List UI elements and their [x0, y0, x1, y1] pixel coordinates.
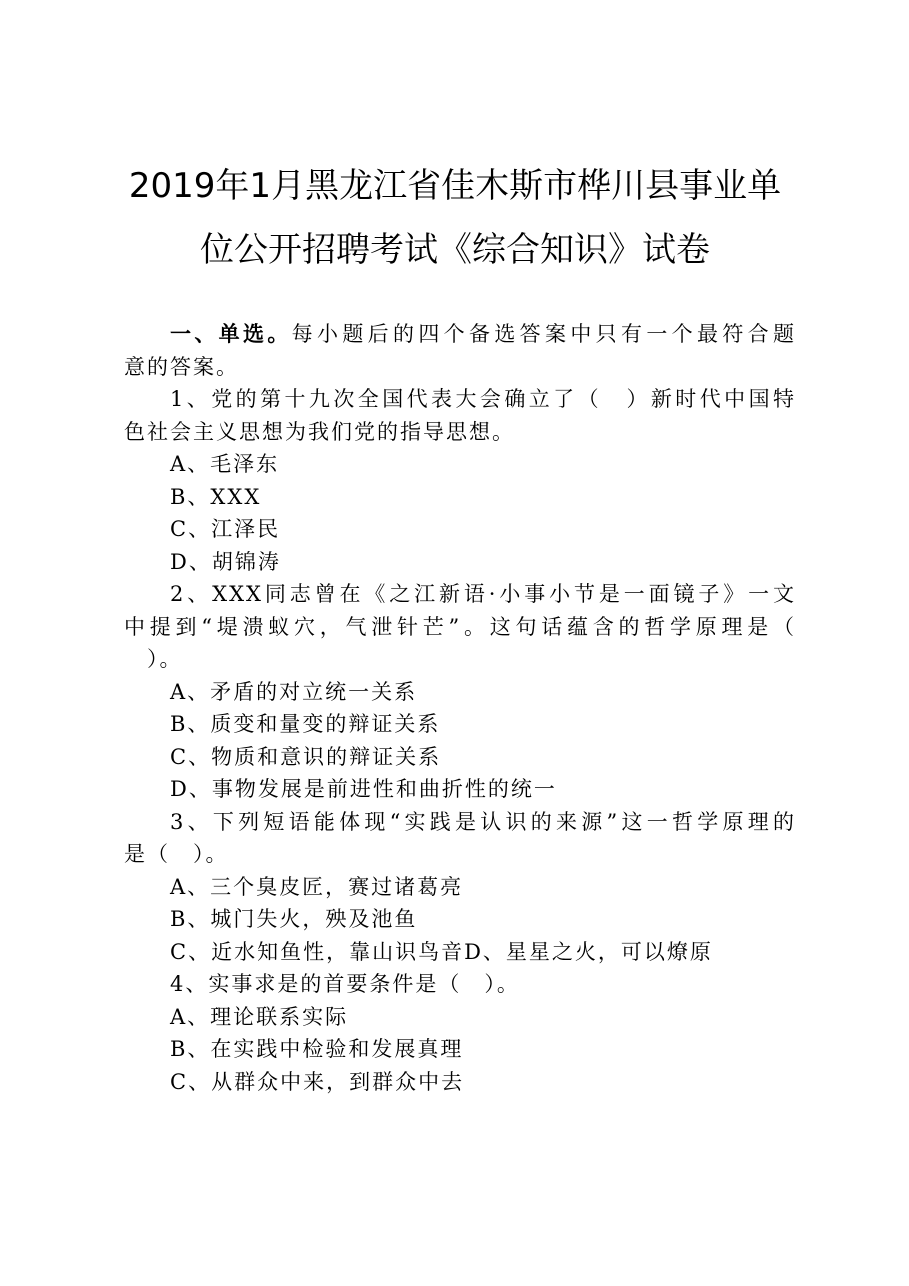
question-3-option-b: B、城门失火，殃及池鱼 [170, 907, 418, 931]
section-heading: 一、单选。 [170, 322, 292, 346]
question-4-option-b: B、在实践中检验和发展真理 [170, 1037, 464, 1061]
question-1-line-2: 色社会主义思想为我们党的指导思想。 [124, 419, 515, 444]
question-1-option-a: A、毛泽东 [170, 452, 280, 476]
question-2-option-a: A、矛盾的对立统一关系 [170, 679, 418, 704]
question-3-line-1: 3、下列短语能体现“实践是认识的来源”这一哲学原理的 [170, 809, 796, 834]
document-title-line-1: 2019年1月黑龙江省佳木斯市桦川县事业单 [128, 166, 782, 206]
question-2-option-d: D、事物发展是前进性和曲折性的统一 [170, 777, 557, 801]
question-2-option-b: B、质变和量变的辩证关系 [170, 712, 441, 736]
question-1-option-c: C、江泽民 [170, 517, 281, 541]
question-4-option-a: A、理论联系实际 [170, 1004, 349, 1029]
section-heading-line [170, 318, 796, 351]
question-3-option-a: A、三个臭皮匠，赛过诸葛亮 [170, 874, 464, 899]
question-2-line-1: 2、XXX同志曾在《之江新语·小事小节是一面镜子》一文 [170, 582, 796, 606]
question-1-option-d: D、胡锦涛 [170, 549, 281, 574]
question-1-line-1: 1、党的第十九次全国代表大会确立了（ ）新时代中国特 [170, 387, 796, 411]
question-1-option-b: B、XXX [170, 484, 262, 509]
question-4-line-1: 4、实事求是的首要条件是（ ）。 [170, 972, 520, 996]
question-2-line-2: 中提到“堤溃蚁穴，气泄针芒”。这句话蕴含的哲学原理是（ [124, 614, 796, 639]
question-3-option-c-d: C、近水知鱼性，靠山识鸟音D、星星之火，可以燎原 [170, 939, 713, 964]
question-3-line-2: 是（ ）。 [124, 842, 229, 866]
document-title-line-2: 位公开招聘考试《综合知识》试卷 [200, 230, 710, 270]
section-instruction-part-1: 每小题后的四个备选答案中只有一个最符合题 [291, 322, 797, 346]
question-2-line-3: ）。 [124, 647, 183, 671]
section-instruction-part-2: 意的答案。 [124, 354, 239, 379]
question-2-option-c: C、物质和意识的辩证关系 [170, 744, 442, 769]
question-4-option-c: C、从群众中来，到群众中去 [170, 1069, 465, 1094]
